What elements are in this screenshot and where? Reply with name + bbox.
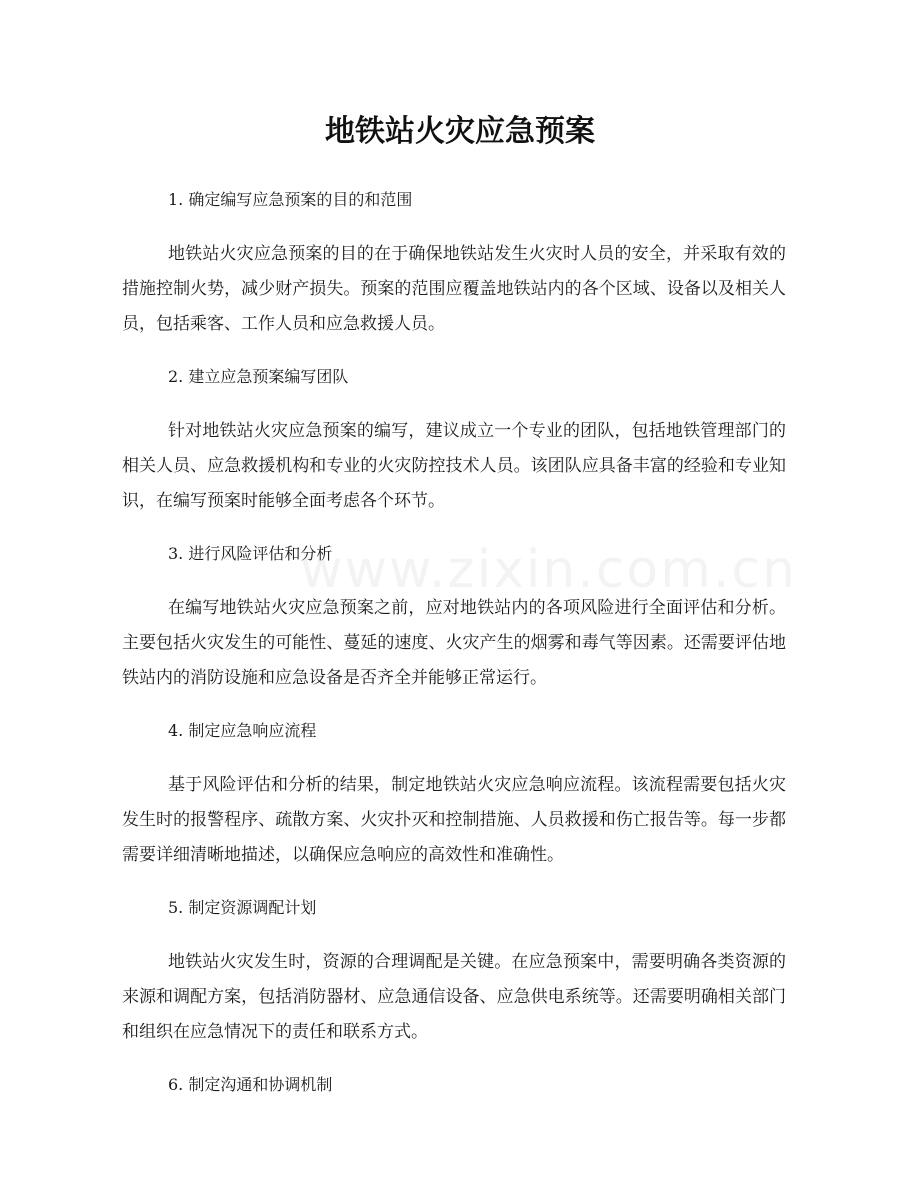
page-title: 地铁站火灾应急预案 [325, 114, 595, 149]
section-heading-6: 6. 制定沟通和协调机制 [168, 1075, 333, 1094]
section-heading-5: 5. 制定资源调配计划 [168, 898, 317, 917]
section-paragraph-5: 地铁站火灾发生时，资源的合理调配是关键。在应急预案中，需要明确各类资源的来源和调配方案，包括消防器材、应急通信设备、应急供电系统等。还需要明确相关部门和组织在应急情况下的责任和联系方式。 [122, 952, 786, 1042]
watermark: www.zixin.com.cn [300, 540, 797, 600]
section-paragraph-1: 地铁站火灾应急预案的目的在于确保地铁站发生火灾时人员的安全，并采取有效的措施控制火势，减少财产损失。预案的范围应覆盖地铁站内的各个区域、设备以及相关人员，包括乘客、工作人员和应急救援人员。 [122, 244, 786, 334]
section-paragraph-4: 基于风险评估和分析的结果，制定地铁站火灾应急响应流程。该流程需要包括火灾发生时的报警程序、疏散方案、火灾扑灭和控制措施、人员救援和伤亡报告等。每一步都需要详细清晰地描述，以确保应急响应的高效性和准确性。 [122, 775, 786, 865]
section-paragraph-3: 在编写地铁站火灾应急预案之前，应对地铁站内的各项风险进行全面评估和分析。主要包括火灾发生的可能性、蔓延的速度、火灾产生的烟雾和毒气等因素。还需要评估地铁站内的消防设施和应急设备是否齐全并能够正常运行。 [122, 598, 786, 688]
document-body [122, 185, 786, 1100]
section-heading-2: 2. 建立应急预案编写团队 [168, 367, 349, 386]
section-heading-3: 3. 进行风险评估和分析 [168, 544, 333, 563]
section-paragraph-2: 针对地铁站火灾应急预案的编写，建议成立一个专业的团队，包括地铁管理部门的相关人员、应急救援机构和专业的火灾防控技术人员。该团队应具备丰富的经验和专业知识，在编写预案时能够全面考虑各个环节。 [122, 421, 786, 511]
section-heading-1: 1. 确定编写应急预案的目的和范围 [168, 190, 413, 209]
section-heading-4: 4. 制定应急响应流程 [168, 721, 317, 740]
